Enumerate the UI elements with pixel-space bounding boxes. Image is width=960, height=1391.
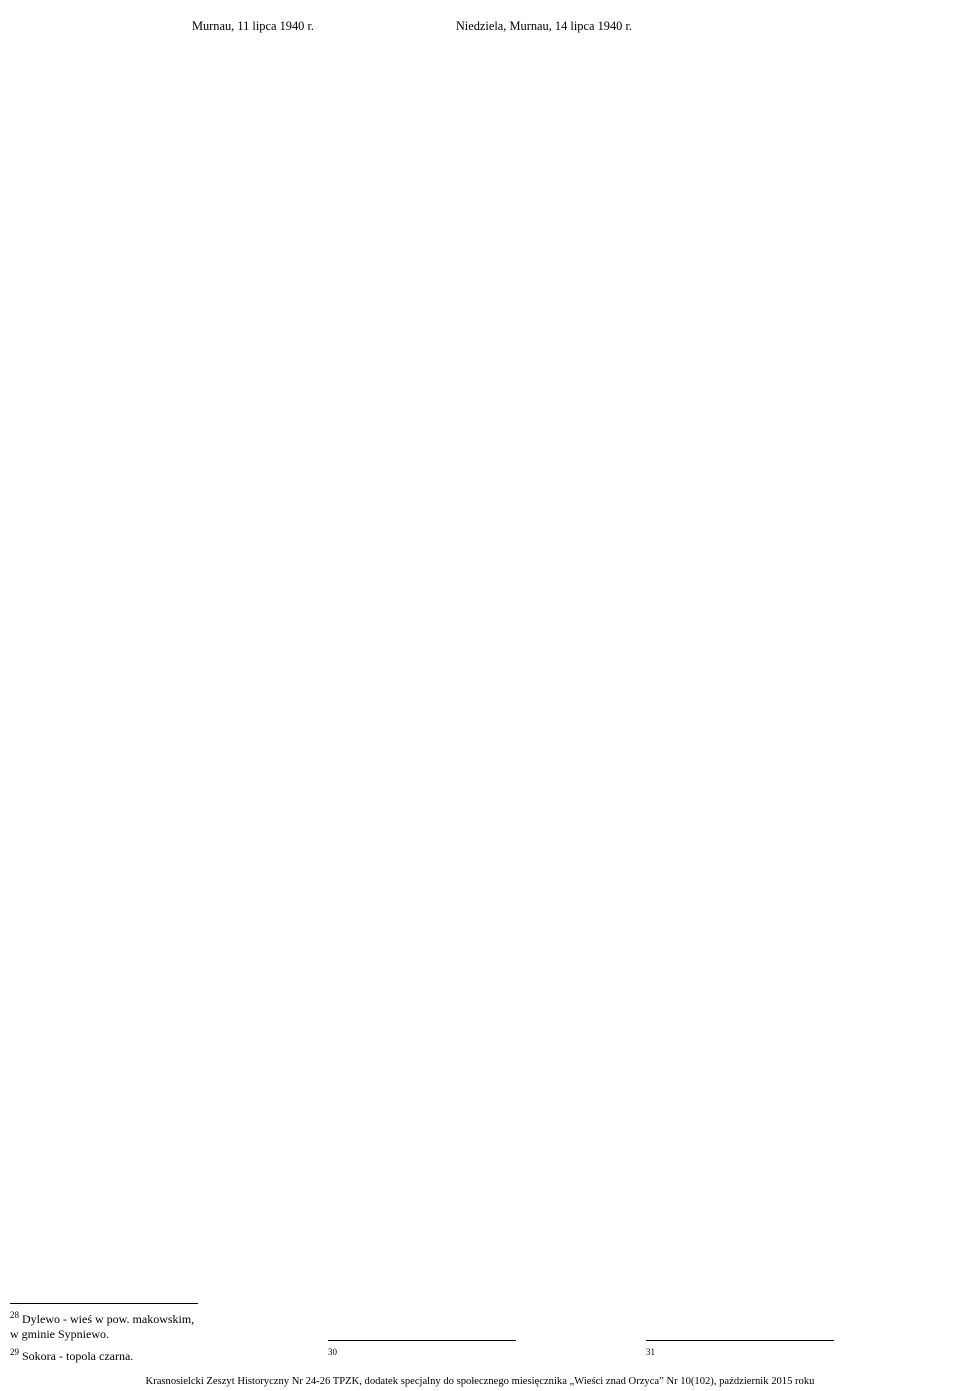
column-3: [646, 8, 950, 1368]
footnotes: [10, 1303, 198, 1368]
footnote-number: 29: [10, 1346, 19, 1357]
column-1: [10, 8, 314, 1368]
column-2: [328, 8, 632, 1368]
dateline: Murnau, 11 lipca 1940 r.: [191, 19, 314, 33]
footnote-text: Dylewo - wieś w pow. makowskim, w gminie Sypniewo.: [10, 1311, 198, 1342]
page-footer: Krasnosielcki Zeszyt Historyczny Nr 24-26 TPZK, dodatek specjalny do społecznego miesięcznika „Wieści znad Orzyca” Nr 10(102), październik 2015 roku: [145, 1376, 815, 1387]
footnote: [10, 1347, 198, 1364]
footnote-number: 31: [646, 1346, 655, 1357]
footnote: [10, 1310, 198, 1343]
column-text: [646, 8, 950, 1340]
footnote-text: [337, 1349, 340, 1363]
footnote: [328, 1347, 516, 1364]
footnote-text: [655, 1349, 658, 1363]
column-text: [10, 8, 314, 1303]
dateline: Niedziela, Murnau, 14 lipca 1940 r.: [455, 19, 632, 33]
footnotes: [328, 1340, 516, 1368]
footnote-number: 28: [10, 1309, 19, 1320]
footnote-number: 30: [328, 1346, 337, 1357]
footnotes: [646, 1340, 834, 1368]
footnote: [646, 1347, 834, 1364]
column-text: [328, 8, 632, 1340]
text-columns: [10, 8, 950, 1368]
footnote-text: Sokora - topola czarna.: [19, 1348, 134, 1363]
